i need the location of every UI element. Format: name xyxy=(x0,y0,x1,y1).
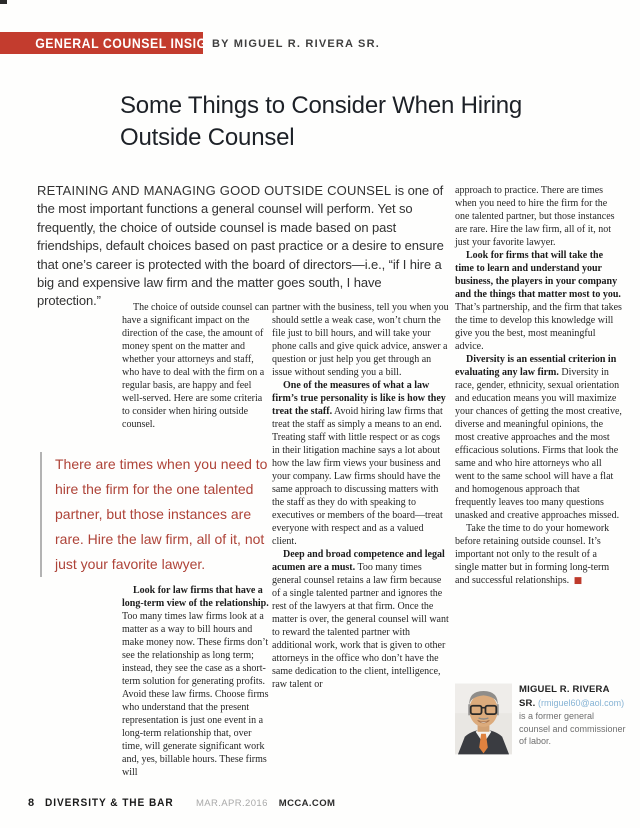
col3-paragraph-2-lead: Look for firms that will take the time to learn and understand your business, the players in your company and the things that matter most to you. xyxy=(455,250,621,300)
col2-paragraph-2 xyxy=(272,379,450,548)
pull-quote: There are times when you need to hire the firm for the one talented partner, but those instances are rare. Hire the law firm, all of it, not just your favorite lawyer. xyxy=(40,452,269,577)
article-title: Some Things to Consider When Hiring Outside Counsel xyxy=(120,92,523,151)
page-footer xyxy=(28,797,335,809)
col3-paragraph-4 xyxy=(455,522,623,588)
author-bio xyxy=(455,683,631,755)
col1-paragraph-2-lead: Look for law firms that have a long-term view of the relationship. xyxy=(122,585,269,609)
end-mark-icon: ■ xyxy=(573,576,583,586)
page-number: 8 xyxy=(28,797,35,809)
column-1-lower xyxy=(122,584,271,779)
intro-body-text: is one of the most important functions a general counsel will perform. Yet so frequently, the choice of outside counsel is made based on past friendships, default choices based on past practice or a desire to ensure that one’s career is protected with the board of directors—i.e., “if I hire a big and expensive law firm and the matter goes south, I have protection.” xyxy=(37,183,444,309)
issue-date: MAR.APR.2016 xyxy=(195,798,268,809)
col1-paragraph-1: The choice of outside counsel can have a significant impact on the direction of the case, the amount of money spent on the matter and whether your attorneys and staff, who have to deal with the firm on a regular basis, are happy and feel well-served. Here are some criteria to consider when hiring outside counsel. xyxy=(122,302,269,430)
author-name: MIGUEL R. RIVERA SR. xyxy=(519,684,610,709)
col2-paragraph-1: partner with the business, tell you when you should settle a weak case, won’t churn the file just to bill hours, and will take your phone calls and give quick advice, answer a question or just help you get through an issue without sending you a bill. xyxy=(272,302,449,378)
author-photo-icon xyxy=(455,683,512,755)
section-badge xyxy=(0,32,225,54)
col3-paragraph-3 xyxy=(455,353,623,522)
author-bio-text xyxy=(519,683,627,755)
col2-paragraph-2-lead: One of the measures of what a law firm’s true personality is like is how they treat the staff. xyxy=(272,380,446,417)
col3-paragraph-4-text: Take the time to do your homework before retaining outside counsel. It’s important not only to the result of a single matter but in forming long-term and successful relationships. xyxy=(455,523,610,586)
intro-paragraph xyxy=(37,182,445,311)
col2-paragraph-3-lead: Deep and broad competence and legal acumen are a must. xyxy=(272,549,445,573)
col1-paragraph-2-text: Too many times law firms look at a matter as a way to bill hours and make money now. These firms don’t see the relationship as long term; instead, they see the case as a short-term solution for generating profits. Avoid these law firms. Choose firms who understand that the present representation is just one event in a long-term relationship that, over time, will generate significant work and, yes, billable hours. These firms will xyxy=(122,611,269,778)
col3-paragraph-2 xyxy=(455,249,623,353)
col3-paragraph-2-text: That’s partnership, and the firm that takes the time to develop this knowledge will give you the best, most meaningful advice. xyxy=(455,302,622,352)
col2-paragraph-3-text: Too many times general counsel retains a law firm because of a single talented partner and ignores the rest of the lawyers at that firm. Once the matter is over, the general counsel will want to reward the talented partner with additional work, work that is given to other attorneys in the office who don’t have the same dedication to the client, intelligence, raw talent or xyxy=(272,562,449,690)
author-bio-description: is a former general counsel and commissioner of labor. xyxy=(519,711,626,746)
col1-paragraph-2 xyxy=(122,584,271,779)
page-corner-mark xyxy=(0,0,7,4)
magazine-name: DIVERSITY & THE BAR xyxy=(45,797,174,809)
author-email-link[interactable]: (rmiguel60@aol.com) xyxy=(537,697,625,708)
section-badge-label: GENERAL COUNSEL INSIGHT xyxy=(35,35,225,51)
column-2 xyxy=(272,301,450,691)
col3-paragraph-1: approach to practice. There are times when you need to hire the firm for the one talented partner, but those instances are rare. Hire the law firm, all of it, not just your favorite lawyer. xyxy=(455,185,615,248)
website: MCCA.COM xyxy=(278,798,336,809)
column-3 xyxy=(455,184,623,588)
col2-paragraph-2-text: Avoid hiring law firms that treat the staff as simply a means to an end. Treating staff with little respect or as cogs in their litigation machine says a lot about how the law firm views your business and your company. Law firms should have the same approach to discussing matters with the staff as they do with speaking to executives or members of the board—treat everyone with respect and as a valued client. xyxy=(272,406,443,547)
intro-lead-caps: RETAINING AND MANAGING GOOD OUTSIDE COUNSEL xyxy=(37,183,392,198)
col3-paragraph-3-lead: Diversity is an essential criterion in evaluating any law firm. xyxy=(455,354,617,378)
byline: BY MIGUEL R. RIVERA SR. xyxy=(212,38,380,50)
column-1-upper xyxy=(122,301,271,431)
col3-paragraph-3-text: Diversity in race, gender, ethnicity, sexual orientation and education means you will maximize your chances of getting the most creative, diverse and meaningful opinions, the most creative approaches and the most efficacious solutions. Firms that look the same and who hire attorneys who all went to the same school will have a flat and homogenous approach that frequently leaves too many questions unasked and creative approaches missed. xyxy=(455,367,622,521)
col2-paragraph-3 xyxy=(272,548,450,691)
